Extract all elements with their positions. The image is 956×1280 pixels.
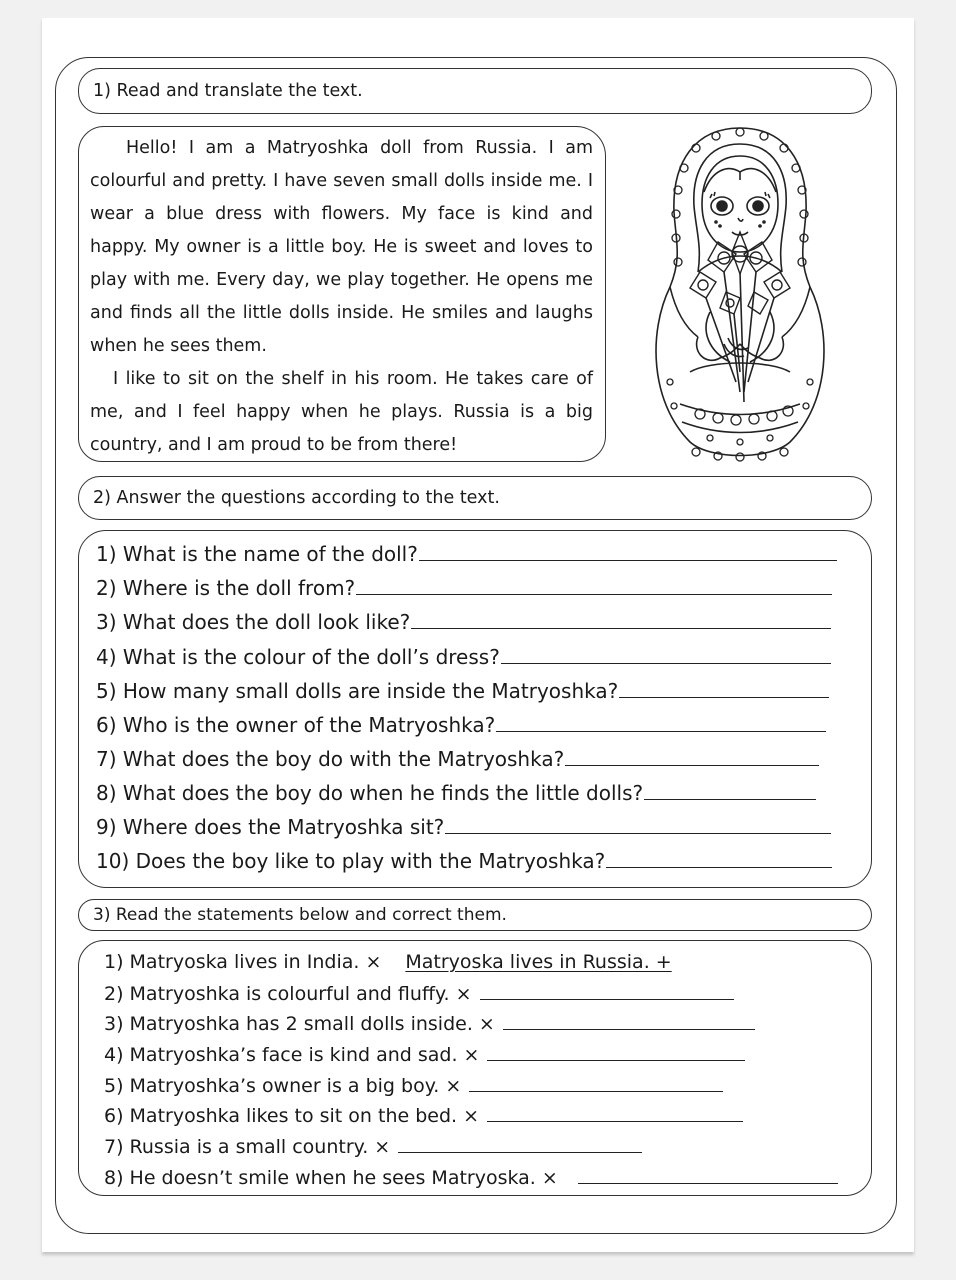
question-text: 7) What does the boy do with the Matryoshka? [96,747,565,771]
statement-text: 5) Matryoshka’s owner is a big boy. × [104,1075,462,1097]
section2-header [78,476,872,520]
question-text: 8) What does the boy do when he finds the little dolls? [96,781,644,805]
answer-line[interactable] [469,1074,723,1092]
question-row [96,747,819,771]
question-row [96,576,832,600]
answer-line[interactable] [487,1104,743,1122]
answer-line[interactable] [480,982,734,1000]
story-line: I like to sit on the shelf in his room. He takes care of [113,369,593,389]
question-row [96,610,831,634]
question-text: 1) What is the name of the doll? [96,542,418,566]
section1-instruction: 1) Read and translate the text. [93,81,363,101]
section2-instruction: 2) Answer the questions according to the text. [93,488,500,508]
question-row [96,645,831,669]
statement-text: 3) Matryoshka has 2 small dolls inside. × [104,1013,495,1035]
example-answer: Matryoska lives in Russia. + [405,951,672,973]
answer-line[interactable] [606,849,832,868]
story-line: colourful and pretty. I have seven small dolls inside me. I [90,171,593,191]
question-text: 3) What does the doll look like? [96,610,411,634]
question-text: 6) Who is the owner of the Matryoshka? [96,713,496,737]
section1-header [78,68,872,114]
answer-line[interactable] [487,1043,745,1061]
answer-line[interactable] [445,815,831,834]
statement-row [104,1166,838,1189]
answer-line[interactable] [503,1012,755,1030]
question-row [96,542,837,566]
answer-line[interactable] [419,542,837,561]
statement-row [104,982,734,1005]
statement-text: 6) Matryoshka likes to sit on the bed. × [104,1105,480,1127]
answer-line[interactable] [496,713,826,732]
answer-line[interactable] [565,747,819,766]
question-text: 4) What is the colour of the doll’s dress? [96,645,500,669]
question-row [96,781,816,805]
story-line: and finds all the little dolls inside. He smiles and laughs [90,303,593,323]
question-row [96,849,832,873]
statement-row [104,1104,743,1127]
statement-text: 4) Matryoshka’s face is kind and sad. × [104,1044,480,1066]
statement-row [104,1012,755,1035]
question-row [96,815,831,839]
story-line: when he sees them. [90,336,267,356]
answer-line[interactable] [411,610,831,629]
answer-line[interactable] [356,576,832,595]
statement-row [104,1135,642,1158]
answer-line[interactable] [501,645,831,664]
story-line: happy. My owner is a little boy. He is sweet and loves to [90,237,593,257]
question-text: 10) Does the boy like to play with the Matryoshka? [96,849,606,873]
statement-row [104,951,672,973]
question-text: 9) Where does the Matryoshka sit? [96,815,445,839]
question-row [96,679,829,703]
story-line: play with me. Every day, we play together. He opens me [90,270,593,290]
question-text: 2) Where is the doll from? [96,576,356,600]
story-line: wear a blue dress with flowers. My face is kind and [90,204,593,224]
statement-text: 2) Matryoshka is colourful and fluffy. × [104,983,472,1005]
story-line: Hello! I am a Matryoshka doll from Russia. I am [126,138,593,158]
matryoshka-doll-icon [640,122,840,467]
statement-text: 8) He doesn’t smile when he sees Matryoska. × [104,1167,558,1189]
answer-line[interactable] [398,1135,642,1153]
answer-line[interactable] [644,781,816,800]
statement-text: 1) Matryoska lives in India. × [104,951,382,973]
statement-row [104,1074,723,1097]
answer-line[interactable] [619,679,829,698]
statement-row [104,1043,745,1066]
question-text: 5) How many small dolls are inside the Matryoshka? [96,679,619,703]
section3-instruction: 3) Read the statements below and correct them. [93,905,507,925]
statement-text: 7) Russia is a small country. × [104,1136,391,1158]
answer-line[interactable] [578,1166,838,1184]
story-line: country, and I am proud to be from there! [90,435,458,455]
section3-header [78,899,872,931]
story-line: me, and I feel happy when he plays. Russia is a big [90,402,593,422]
question-row [96,713,826,737]
